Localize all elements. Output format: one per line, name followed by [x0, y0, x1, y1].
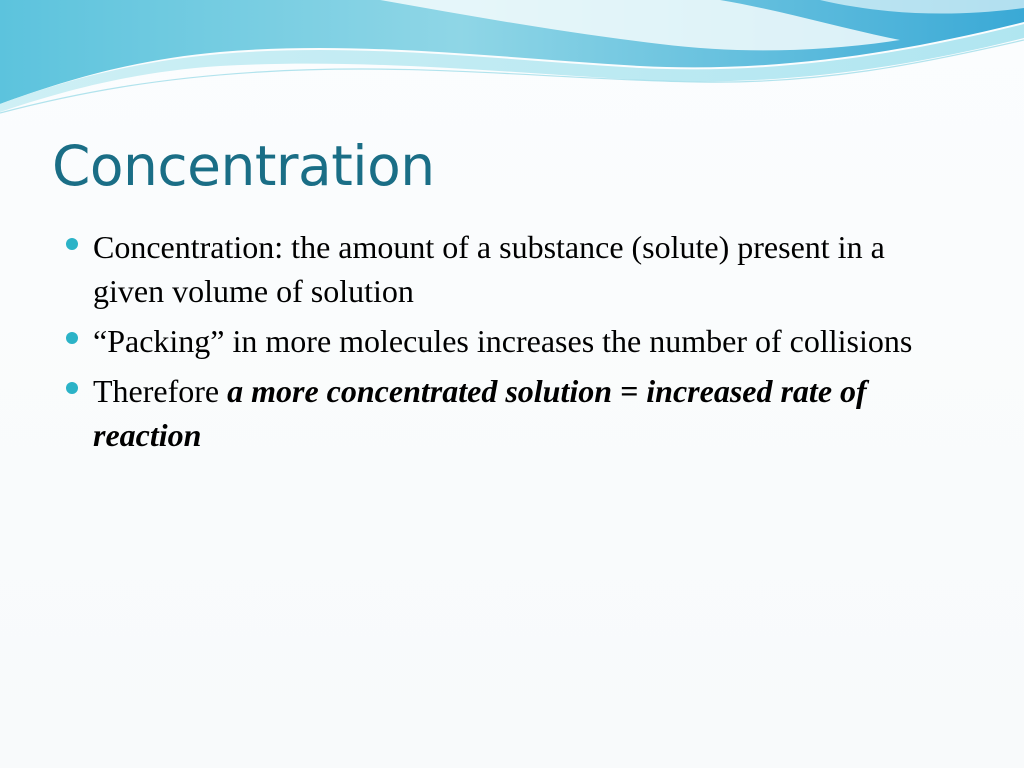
bullet-emphasis-text: a more concentrated solution [227, 373, 613, 409]
wave-decoration [0, 0, 1024, 130]
bullet-item [62, 225, 962, 313]
bullet-emphasis-text: increased rate of reaction [93, 373, 867, 453]
bullet-icon [66, 238, 78, 250]
bullet-text: “Packing” in more molecules increases the number of collisions [93, 323, 913, 359]
bullet-icon [66, 332, 78, 344]
bullet-item [62, 369, 962, 457]
bullet-item [62, 319, 962, 363]
bullet-text: Concentration: the amount of a substance (solute) present in a given volume of solution [93, 229, 885, 309]
bullet-list [62, 225, 962, 463]
slide-title: Concentration [52, 134, 435, 198]
bullet-icon [66, 382, 78, 394]
bullet-equals-text: = [612, 373, 647, 409]
bullet-lead-text: Therefore [93, 373, 228, 409]
